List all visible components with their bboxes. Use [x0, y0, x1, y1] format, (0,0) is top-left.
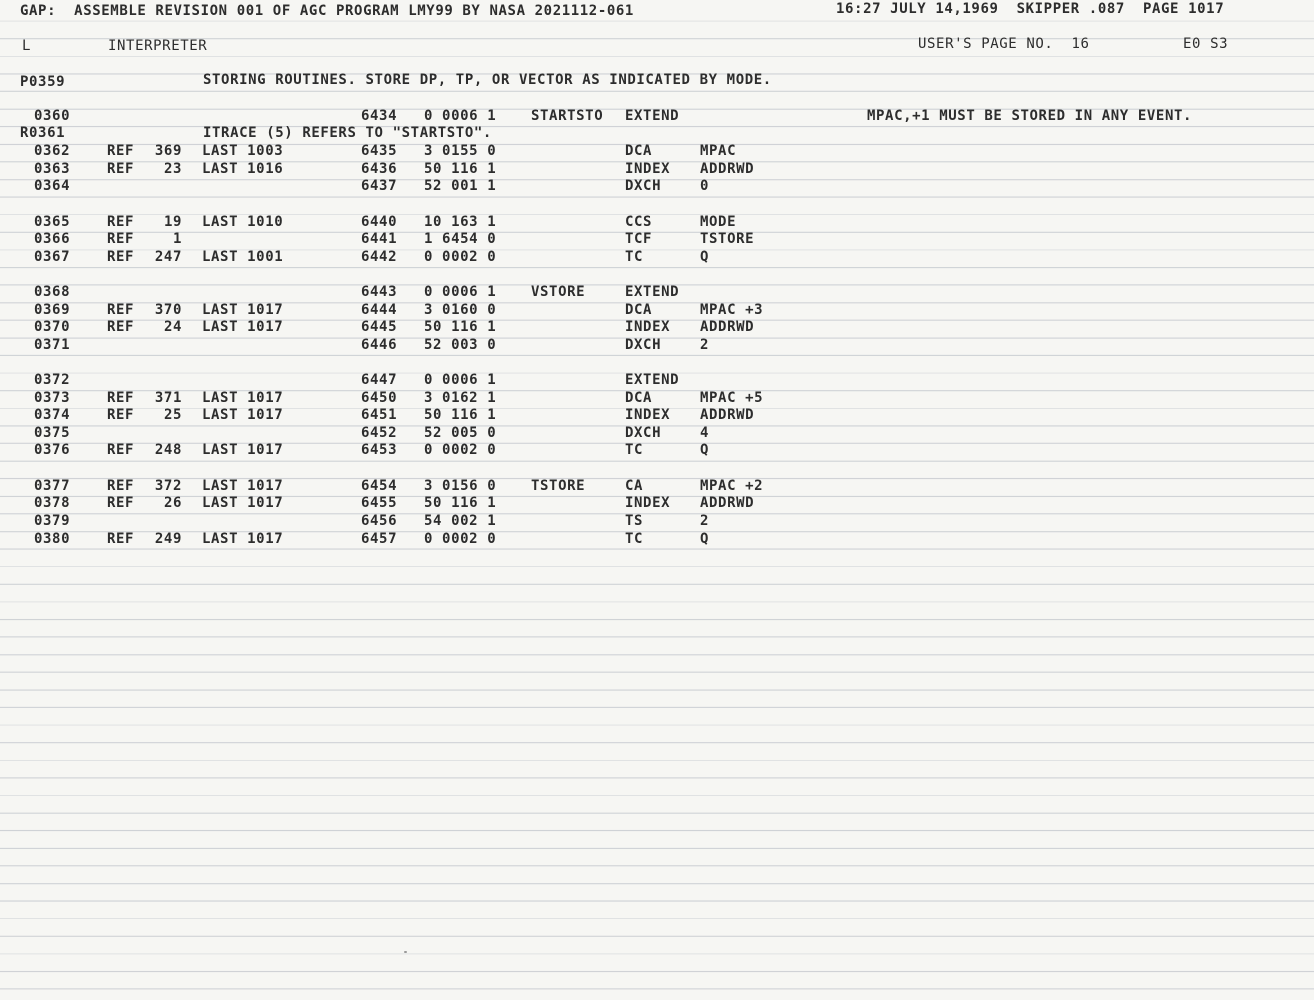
last-reference: LAST 1017 [202, 478, 284, 494]
octal-code: 0 0002 0 [424, 531, 497, 547]
address: 6450 [361, 390, 398, 406]
opcode: DCA [625, 302, 653, 318]
ref-keyword: REF [107, 390, 135, 406]
ref-keyword: REF [107, 407, 135, 423]
octal-code: 0 0002 0 [424, 442, 497, 458]
last-reference: LAST 1003 [202, 143, 284, 159]
line-number: 0362 [34, 143, 71, 159]
octal-code: 54 002 1 [424, 513, 497, 529]
header-title: GAP: ASSEMBLE REVISION 001 OF AGC PROGRAM LMY99 BY NASA 2021112-061 [20, 3, 634, 19]
last-reference: LAST 1017 [202, 442, 284, 458]
last-reference: LAST 1001 [202, 249, 284, 265]
page-line-number: P0359 [20, 74, 66, 90]
line-number: 0378 [34, 495, 71, 511]
octal-code: 0 0006 1 [424, 372, 497, 388]
ref-keyword: REF [107, 531, 135, 547]
line-number: 0367 [34, 249, 71, 265]
line-number: 0364 [34, 178, 71, 194]
last-reference: LAST 1017 [202, 407, 284, 423]
last-reference: LAST 1017 [202, 531, 284, 547]
line-number: 0369 [34, 302, 71, 318]
opcode: DXCH [625, 178, 662, 194]
ref-keyword: REF [107, 231, 135, 247]
opcode: TC [625, 531, 644, 547]
operand: 2 [700, 337, 710, 353]
ref-count: 370 [154, 302, 182, 318]
last-reference: LAST 1017 [202, 390, 284, 406]
line-number: 0374 [34, 407, 71, 423]
octal-code: 3 0160 0 [424, 302, 497, 318]
operand: ADDRWD [700, 407, 755, 423]
ref-keyword: REF [107, 442, 135, 458]
operand: ADDRWD [700, 161, 755, 177]
ref-keyword: REF [107, 161, 135, 177]
address: 6440 [361, 214, 398, 230]
operand: Q [700, 249, 710, 265]
line-number: 0376 [34, 442, 71, 458]
ref-count: 24 [163, 319, 182, 335]
opcode: CCS [625, 214, 653, 230]
operand: Q [700, 442, 710, 458]
address: 6443 [361, 284, 398, 300]
opcode: INDEX [625, 161, 671, 177]
octal-code: 0 0006 1 [424, 284, 497, 300]
opcode: TC [625, 442, 644, 458]
ref-keyword: REF [107, 319, 135, 335]
octal-code: 1 6454 0 [424, 231, 497, 247]
opcode: DXCH [625, 337, 662, 353]
line-number: 0371 [34, 337, 71, 353]
ref-count: 26 [163, 495, 182, 511]
opcode: EXTEND [625, 284, 680, 300]
address: 6453 [361, 442, 398, 458]
line-number: 0373 [34, 390, 71, 406]
octal-code: 10 163 1 [424, 214, 497, 230]
ref-count: 372 [154, 478, 182, 494]
opcode: EXTEND [625, 372, 680, 388]
address: 6454 [361, 478, 398, 494]
operand: MPAC +5 [700, 390, 764, 406]
opcode: TCF [625, 231, 653, 247]
line-number: 0372 [34, 372, 71, 388]
trace-remark: ITRACE (5) REFERS TO "STARTSTO". [203, 125, 492, 141]
address: 6444 [361, 302, 398, 318]
ref-keyword: REF [107, 214, 135, 230]
address: 6434 [361, 108, 398, 124]
last-reference: LAST 1017 [202, 302, 284, 318]
address: 6452 [361, 425, 398, 441]
users-page-number: USER'S PAGE NO. 16 [918, 36, 1090, 52]
operand: MPAC +2 [700, 478, 764, 494]
line-number: R0361 [20, 125, 66, 141]
line-number: 0365 [34, 214, 71, 230]
opcode: DCA [625, 390, 653, 406]
octal-code: 50 116 1 [424, 407, 497, 423]
octal-code: 0 0006 1 [424, 108, 497, 124]
octal-code: 50 116 1 [424, 495, 497, 511]
address: 6445 [361, 319, 398, 335]
line-number: 0360 [34, 108, 71, 124]
ref-keyword: REF [107, 302, 135, 318]
operand: Q [700, 531, 710, 547]
address: 6447 [361, 372, 398, 388]
last-reference: LAST 1010 [202, 214, 284, 230]
ref-keyword: REF [107, 495, 135, 511]
opcode: INDEX [625, 319, 671, 335]
label: TSTORE [531, 478, 586, 494]
octal-code: 52 001 1 [424, 178, 497, 194]
section-title: INTERPRETER [108, 38, 208, 54]
octal-code: 0 0002 0 [424, 249, 497, 265]
address: 6457 [361, 531, 398, 547]
line-number: 0363 [34, 161, 71, 177]
page-line-text: STORING ROUTINES. STORE DP, TP, OR VECTOR AS INDICATED BY MODE. [203, 72, 772, 88]
ref-count: 19 [163, 214, 182, 230]
octal-code: 3 0156 0 [424, 478, 497, 494]
operand: TSTORE [700, 231, 755, 247]
line-number: 0370 [34, 319, 71, 335]
ref-keyword: REF [107, 478, 135, 494]
opcode: TC [625, 249, 644, 265]
octal-code: 3 0155 0 [424, 143, 497, 159]
header-timestamp: 16:27 JULY 14,1969 SKIPPER .087 PAGE 1017 [836, 1, 1225, 17]
line-number: 0366 [34, 231, 71, 247]
line-number: 0377 [34, 478, 71, 494]
opcode: CA [625, 478, 644, 494]
ref-count: 247 [154, 249, 182, 265]
address: 6437 [361, 178, 398, 194]
operand: 4 [700, 425, 710, 441]
address: 6442 [361, 249, 398, 265]
line-number: 0380 [34, 531, 71, 547]
opcode: INDEX [625, 407, 671, 423]
label: VSTORE [531, 284, 586, 300]
label: STARTSTO [531, 108, 604, 124]
ref-count: 23 [163, 161, 182, 177]
ref-keyword: REF [107, 249, 135, 265]
subheader-code: E0 S3 [1183, 36, 1229, 52]
comment: MPAC,+1 MUST BE STORED IN ANY EVENT. [867, 108, 1193, 124]
opcode: EXTEND [625, 108, 680, 124]
address: 6455 [361, 495, 398, 511]
ref-count: 369 [154, 143, 182, 159]
line-number: 0379 [34, 513, 71, 529]
ref-count: 1 [172, 231, 182, 247]
line-number: 0368 [34, 284, 71, 300]
operand: ADDRWD [700, 319, 755, 335]
ref-keyword: REF [107, 143, 135, 159]
address: 6451 [361, 407, 398, 423]
last-reference: LAST 1017 [202, 319, 284, 335]
address: 6441 [361, 231, 398, 247]
ref-count: 25 [163, 407, 182, 423]
last-reference: LAST 1016 [202, 161, 284, 177]
opcode: DCA [625, 143, 653, 159]
address: 6435 [361, 143, 398, 159]
operand: ADDRWD [700, 495, 755, 511]
address: 6456 [361, 513, 398, 529]
operand: MPAC [700, 143, 737, 159]
subheader-letter: L [22, 38, 32, 54]
ref-count: 371 [154, 390, 182, 406]
address: 6446 [361, 337, 398, 353]
octal-code: 50 116 1 [424, 161, 497, 177]
opcode: INDEX [625, 495, 671, 511]
operand: MPAC +3 [700, 302, 764, 318]
operand: MODE [700, 214, 737, 230]
octal-code: 3 0162 1 [424, 390, 497, 406]
octal-code: 50 116 1 [424, 319, 497, 335]
operand: 0 [700, 178, 710, 194]
last-reference: LAST 1017 [202, 495, 284, 511]
opcode: DXCH [625, 425, 662, 441]
paper-speck [404, 951, 407, 953]
octal-code: 52 005 0 [424, 425, 497, 441]
operand: 2 [700, 513, 710, 529]
octal-code: 52 003 0 [424, 337, 497, 353]
line-number: 0375 [34, 425, 71, 441]
ref-count: 248 [154, 442, 182, 458]
address: 6436 [361, 161, 398, 177]
ref-count: 249 [154, 531, 182, 547]
opcode: TS [625, 513, 644, 529]
